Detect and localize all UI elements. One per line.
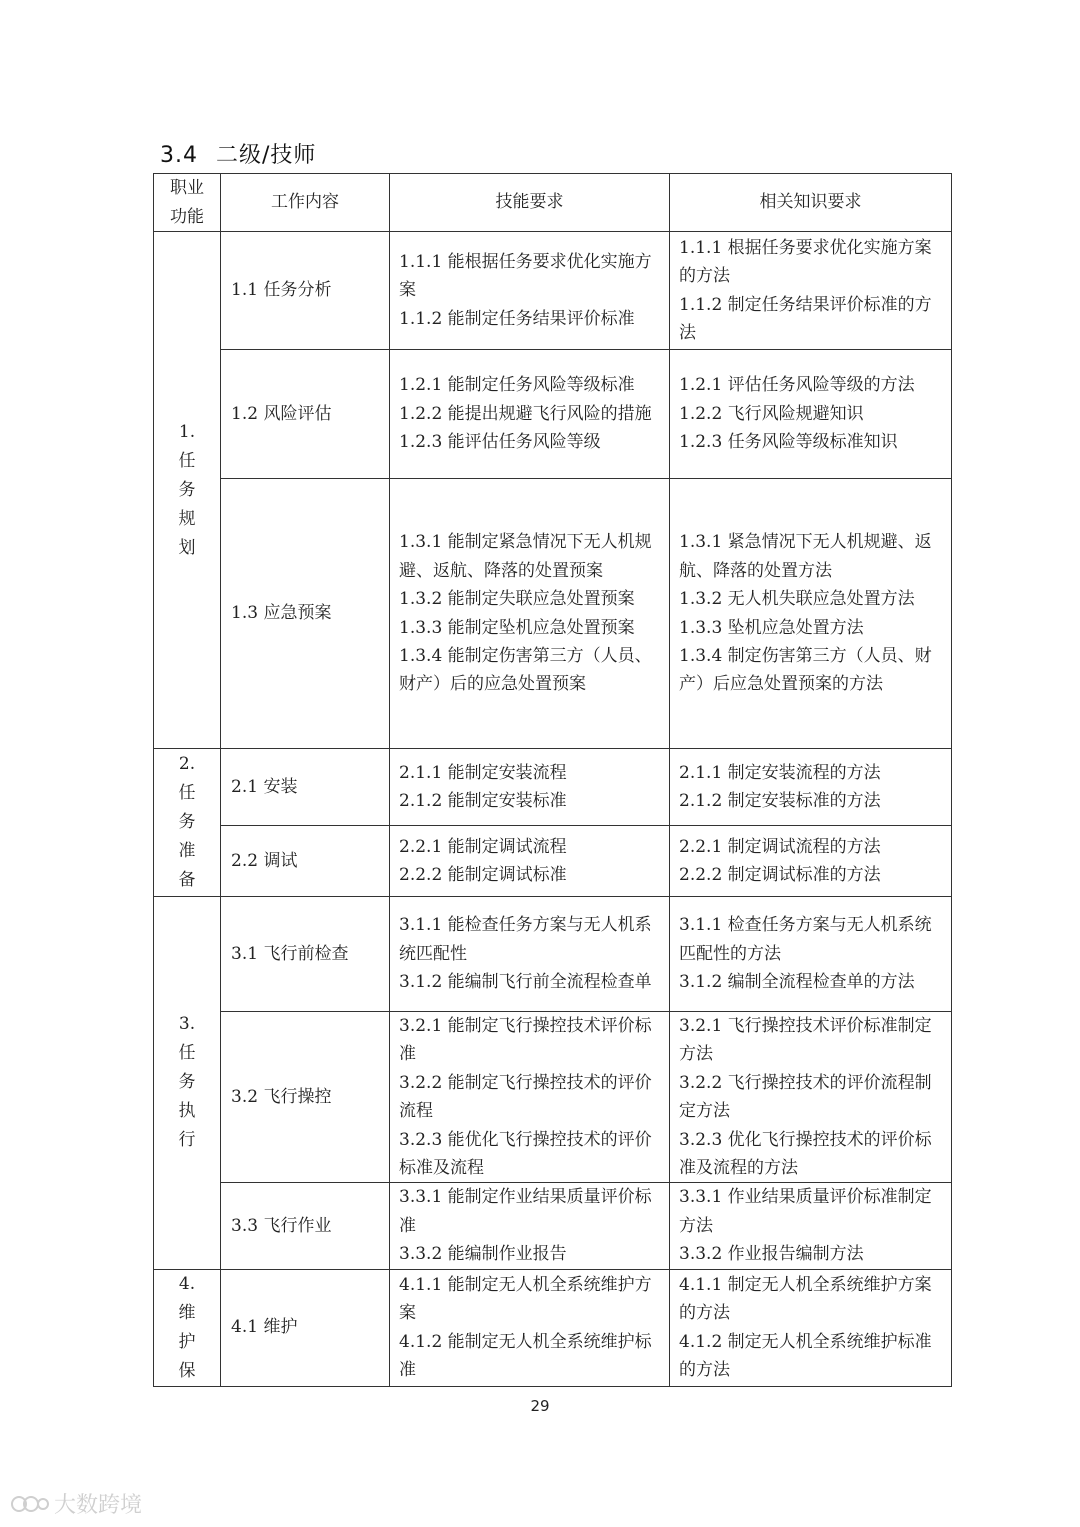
work-content-cell: 1.2 风险评估: [221, 350, 390, 479]
skill-requirements-cell: [390, 749, 670, 826]
knowledge-item: 3.2.1 飞行操控技术评价标准制定方法: [679, 1016, 932, 1065]
watermark-text: 大数跨境: [54, 1493, 143, 1518]
work-content-cell: 1.3 应急预案: [221, 479, 390, 749]
table-row: [154, 826, 952, 897]
knowledge-item: 2.1.2 制定安装标准的方法: [679, 791, 881, 811]
header-knowledge: 相关知识要求: [670, 174, 952, 232]
skill-item: 1.3.1 能制定紧急情况下无人机规避、返航、降落的处置预案: [399, 532, 652, 581]
function-cell: [154, 897, 221, 1270]
table-row: [154, 1012, 952, 1183]
knowledge-item: 4.1.1 制定无人机全系统维护方案的方法: [679, 1274, 932, 1324]
work-content-cell: 3.1 飞行前检查: [221, 897, 390, 1012]
knowledge-requirements-cell: [670, 1183, 952, 1269]
knowledge-requirements-cell: [670, 749, 952, 826]
knowledge-item: 1.3.4 制定伤害第三方（人员、财产）后应急处置预案的方法: [679, 645, 932, 695]
knowledge-item: 2.2.1 制定调试流程的方法: [679, 836, 881, 857]
skill-requirements-cell: [390, 897, 670, 1012]
watermark-logo-icon: [10, 1491, 50, 1517]
table-row: [154, 1269, 952, 1386]
skill-item: 3.2.3 能优化飞行操控技术的评价标准及流程: [399, 1129, 652, 1179]
skill-item: 2.2.1 能制定调试流程: [399, 836, 567, 857]
header-function: 职业 功能: [154, 174, 221, 232]
table-row: [154, 1183, 952, 1269]
skill-requirements-cell: [390, 1269, 670, 1386]
skill-item: 1.2.1 能制定任务风险等级标准: [399, 375, 635, 396]
knowledge-item: 1.3.2 无人机失联应急处置方法: [679, 589, 915, 610]
skill-item: 1.2.2 能提出规避飞行风险的措施: [399, 403, 652, 424]
knowledge-item: 3.1.1 检查任务方案与无人机系统匹配性的方法: [679, 915, 932, 964]
knowledge-item: 4.1.2 制定无人机全系统维护标准的方法: [679, 1331, 932, 1381]
knowledge-item: 3.2.2 飞行操控技术的评价流程制定方法: [679, 1072, 932, 1122]
knowledge-item: 1.2.2 飞行风险规避知识: [679, 403, 864, 424]
skill-item: 2.2.2 能制定调试标准: [399, 865, 567, 885]
knowledge-item: 3.3.2 作业报告编制方法: [679, 1244, 864, 1265]
function-label: 1. 任 务 规 划: [178, 421, 196, 558]
section-title: 二级/技师: [216, 143, 317, 168]
knowledge-requirements-cell: [670, 1012, 952, 1183]
skill-item: 3.2.1 能制定飞行操控技术评价标准: [399, 1016, 652, 1065]
function-cell: [154, 1269, 221, 1386]
table-row: [154, 897, 952, 1012]
work-content-cell: 1.1 任务分析: [221, 232, 390, 350]
header-skills: 技能要求: [390, 174, 670, 232]
skill-item: 3.2.2 能制定飞行操控技术的评价流程: [399, 1072, 652, 1122]
knowledge-item: 3.2.3 优化飞行操控技术的评价标准及流程的方法: [679, 1129, 932, 1179]
skill-requirements-cell: [390, 232, 670, 350]
work-content-cell: 3.3 飞行作业: [221, 1183, 390, 1269]
function-cell: [154, 749, 221, 897]
knowledge-item: 1.2.3 任务风险等级标准知识: [679, 432, 898, 453]
work-content-cell: 4.1 维护: [221, 1269, 390, 1386]
table-row: [154, 350, 952, 479]
knowledge-item: 3.1.2 编制全流程检查单的方法: [679, 972, 915, 993]
skill-item: 2.1.1 能制定安装流程: [399, 762, 567, 783]
table-row: [154, 479, 952, 749]
skills-table: [153, 173, 952, 1387]
skill-item: 3.3.1 能制定作业结果质量评价标准: [399, 1187, 652, 1236]
skill-item: 2.1.2 能制定安装标准: [399, 791, 567, 811]
skill-item: 1.1.1 能根据任务要求优化实施方案: [399, 251, 652, 301]
work-content-cell: 3.2 飞行操控: [221, 1012, 390, 1183]
skill-requirements-cell: [390, 1183, 670, 1269]
table-row: [154, 232, 952, 350]
knowledge-item: 1.3.3 坠机应急处置方法: [679, 617, 864, 638]
knowledge-requirements-cell: [670, 350, 952, 479]
knowledge-requirements-cell: [670, 826, 952, 897]
skill-item: 3.1.1 能检查任务方案与无人机系统匹配性: [399, 915, 652, 964]
skill-requirements-cell: [390, 1012, 670, 1183]
header-content: 工作内容: [221, 174, 390, 232]
knowledge-item: 2.1.1 制定安装流程的方法: [679, 762, 881, 783]
knowledge-requirements-cell: [670, 479, 952, 749]
knowledge-item: 1.1.2 制定任务结果评价标准的方法: [679, 294, 932, 343]
page-number: 29: [530, 1397, 550, 1415]
work-content-cell: 2.2 调试: [221, 826, 390, 897]
knowledge-item: 2.2.2 制定调试标准的方法: [679, 865, 881, 885]
knowledge-item: 1.1.1 根据任务要求优化实施方案的方法: [679, 237, 932, 287]
table-row: [154, 749, 952, 826]
function-label: 4. 维 护 保: [178, 1273, 196, 1381]
skill-item: 4.1.2 能制定无人机全系统维护标准: [399, 1331, 652, 1381]
knowledge-item: 3.3.1 作业结果质量评价标准制定方法: [679, 1187, 932, 1236]
skill-item: 1.1.2 能制定任务结果评价标准: [399, 308, 635, 329]
work-content-cell: 2.1 安装: [221, 749, 390, 826]
skill-requirements-cell: [390, 350, 670, 479]
function-label: 3. 任 务 执 行: [178, 1014, 196, 1151]
skill-item: 3.3.2 能编制作业报告: [399, 1244, 567, 1265]
table-header-row: [154, 174, 952, 232]
knowledge-item: 1.3.1 紧急情况下无人机规避、返航、降落的处置方法: [679, 532, 932, 581]
skill-item: 1.2.3 能评估任务风险等级: [399, 432, 601, 453]
skill-item: 1.3.3 能制定坠机应急处置预案: [399, 617, 635, 638]
knowledge-item: 1.2.1 评估任务风险等级的方法: [679, 375, 915, 396]
knowledge-requirements-cell: [670, 897, 952, 1012]
function-label: 2. 任 务 准 备: [178, 754, 196, 890]
skill-requirements-cell: [390, 826, 670, 897]
skill-item: 4.1.1 能制定无人机全系统维护方案: [399, 1274, 652, 1324]
section-number: 3.4: [160, 143, 198, 168]
knowledge-requirements-cell: [670, 1269, 952, 1386]
section-heading: [160, 138, 316, 169]
function-cell: [154, 232, 221, 749]
skill-item: 1.3.2 能制定失联应急处置预案: [399, 589, 635, 610]
knowledge-requirements-cell: [670, 232, 952, 350]
skill-item: 3.1.2 能编制飞行前全流程检查单: [399, 972, 652, 993]
watermark: [10, 1488, 142, 1519]
skill-requirements-cell: [390, 479, 670, 749]
skill-item: 1.3.4 能制定伤害第三方（人员、财产）后的应急处置预案: [399, 645, 652, 695]
